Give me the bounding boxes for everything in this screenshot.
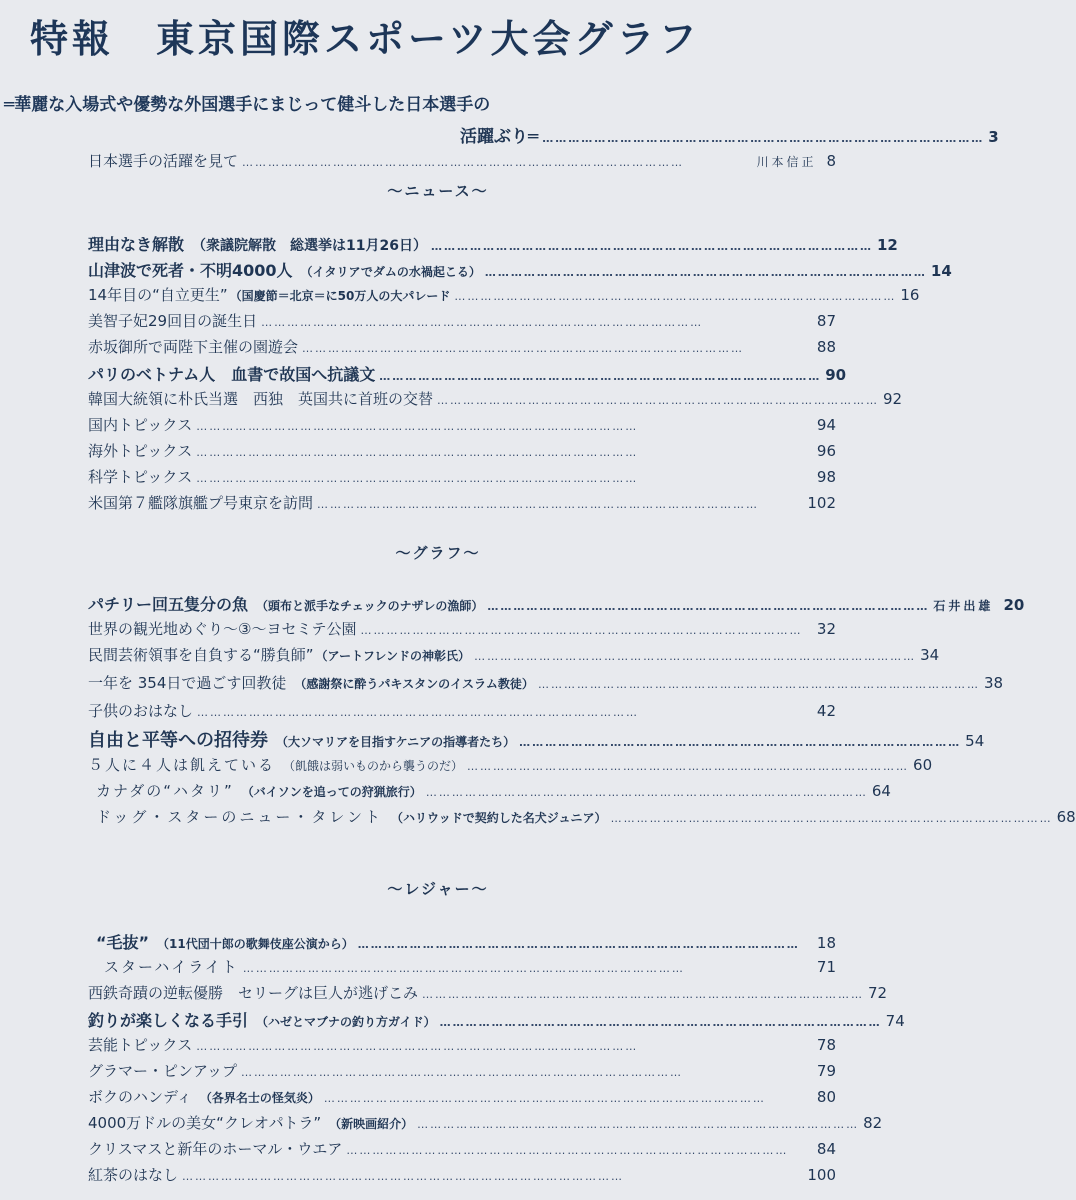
leader-dots: …………………………………………………………………………………………: [317, 498, 760, 511]
toc-entry[interactable]: [88, 388, 903, 409]
page-number: 16: [900, 286, 920, 304]
page-number: 87: [816, 312, 836, 330]
page-number: 68: [1056, 808, 1076, 826]
leader-dots: …………………………………………………………………………………………: [182, 1170, 625, 1183]
toc-entry[interactable]: [88, 726, 985, 752]
entry-note: （アートフレンドの神彰氏）: [315, 649, 471, 663]
entry-title: 日本選手の活躍を見て: [88, 152, 239, 170]
entry-note: （大ソマリアを目指すケニアの指導者たち）: [276, 735, 516, 749]
leader-dots: …………………………………………………………………………………………: [302, 342, 745, 355]
page-number: 80: [816, 1088, 836, 1106]
toc-entry[interactable]: [88, 492, 836, 513]
leader-dots: …………………………………………………………………………………………: [439, 1016, 882, 1029]
leader-dots: …………………………………………………………………………………………: [437, 394, 880, 407]
entry-title: 芸能トピックス: [88, 1036, 193, 1054]
toc-entry[interactable]: [88, 1034, 836, 1055]
entry-title: 理由なき解散: [88, 235, 185, 254]
leader-dots: …………………………………………………………………………………………: [240, 1066, 683, 1079]
entry-title: パリのベトナム人 血書で故国へ抗議文: [88, 365, 376, 384]
toc-entry[interactable]: [88, 1112, 883, 1133]
entry-title: 一年を 354日で過ごす回教徒: [88, 674, 287, 692]
entry-note: （頭布と派手なチェックのナザレの漁師）: [256, 599, 484, 613]
page-number: 98: [816, 468, 836, 486]
page-number: 34: [920, 646, 940, 664]
intro-entry[interactable]: [88, 150, 836, 171]
page-number: 100: [807, 1166, 836, 1184]
entry-note: （ハゼとマブナの釣り方ガイド）: [256, 1015, 436, 1029]
entry-author: 石井出雄: [933, 599, 994, 613]
entry-note: （イタリアでダムの水禍起こる）: [300, 265, 481, 279]
toc-entry[interactable]: [96, 806, 1076, 827]
leader-dots: …………………………………………………………………………………………: [357, 938, 800, 951]
entry-note: （各界名士の怪気炎）: [199, 1091, 320, 1105]
leader-dots: …………………………………………………………………………………………: [430, 240, 873, 253]
leader-dots: …………………………………………………………………………………………: [346, 1144, 789, 1157]
leader-dots: …………………………………………………………………………………………: [196, 1040, 639, 1053]
entry-title: 紅茶のはなし: [88, 1166, 179, 1184]
entry-title: グラマー・ピンアップ: [88, 1062, 237, 1080]
leader-dots: …………………………………………………………………………………………: [242, 962, 685, 975]
page-number: 32: [816, 620, 836, 638]
toc-entry[interactable]: [88, 232, 898, 255]
leader-dots: …………………………………………………………………………………………: [537, 678, 980, 691]
leader-dots: …………………………………………………………………………………………: [422, 988, 865, 1001]
toc-entry[interactable]: [88, 466, 836, 487]
leader-dots: …………………………………………………………………………………………: [323, 1092, 766, 1105]
feature-subtitle-line2: 活躍ぶり═: [460, 127, 539, 147]
leader-dots: …………………………………………………………………………………………: [610, 812, 1053, 825]
entry-note: （衆議院解散 総選挙は11月26日）: [192, 238, 427, 254]
entry-note: （バイソンを追っての狩猟旅行）: [241, 785, 422, 799]
leader-dots: …………………………………………………………………………………………: [425, 786, 868, 799]
page-number: 18: [816, 934, 836, 952]
entry-title: 民間芸術領事を自負する“勝負師”: [88, 646, 314, 664]
page-number: 84: [816, 1140, 836, 1158]
magazine-title: 特報 東京国際スポーツ大会グラフ: [30, 16, 701, 61]
page-number: 42: [816, 702, 836, 720]
entry-title: スターハイライト: [104, 958, 239, 976]
entry-title: 西鉄奇蹟の逆転優勝 セリーグは巨人が逃げこみ: [88, 984, 419, 1002]
toc-entry[interactable]: [88, 618, 836, 639]
entry-title: “毛抜”: [96, 933, 150, 952]
toc-entry[interactable]: [88, 336, 836, 357]
leader-dots: …………………………………………………………………………………………: [360, 624, 803, 637]
page-number: 71: [816, 958, 836, 976]
toc-entry[interactable]: [104, 956, 836, 977]
toc-entry[interactable]: [88, 310, 836, 331]
toc-entry[interactable]: [88, 644, 940, 665]
toc-entry[interactable]: [96, 780, 891, 801]
page-number: 14: [930, 262, 952, 280]
page-number: 79: [816, 1062, 836, 1080]
entry-title: 山津波で死者・不明4000人: [88, 261, 293, 280]
entry-note: （ハリウッドで契約した名犬ジュニア）: [391, 811, 607, 825]
toc-entry[interactable]: [88, 284, 920, 305]
toc-entry[interactable]: [88, 1138, 836, 1159]
leader-dots: …………………………………………………………………………………………: [487, 600, 930, 613]
toc-entry[interactable]: [88, 1086, 836, 1107]
entry-title: ５人に４人は飢えている: [88, 756, 276, 774]
entry-title: 赤坂御所で両陛下主催の園遊会: [88, 338, 299, 356]
leader-dots: …………………………………………………………………………………………: [196, 472, 639, 485]
leader-dots: …………………………………………………………………………………………: [196, 420, 639, 433]
entry-title: 科学トピックス: [88, 468, 193, 486]
entry-title: 海外トピックス: [88, 442, 193, 460]
entry-title: 国内トピックス: [88, 416, 193, 434]
entry-title: クリスマスと新年のホーマル・ウエア: [88, 1140, 343, 1158]
page-number: 88: [816, 338, 836, 356]
entry-note: （国慶節＝北京＝に50万人の大パレード: [229, 289, 451, 303]
entry-title: 米国第７艦隊旗艦プ号東京を訪問: [88, 494, 314, 512]
page-number: 90: [825, 366, 847, 384]
toc-entry[interactable]: [88, 700, 836, 721]
toc-entry[interactable]: [88, 440, 836, 461]
feature-subtitle-line1: ═華麗な入場式や優勢な外国選手にまじって健斗した日本選手の: [4, 95, 491, 115]
entry-title: 4000万ドルの美女“クレオパトラ”: [88, 1114, 322, 1132]
leader-dots: …………………………………………………………………………………………: [474, 650, 917, 663]
page-number: 94: [816, 416, 836, 434]
entry-note: （感謝祭に酔うパキスタンのイスラム教徒）: [294, 677, 534, 691]
entry-title: 韓国大統領に朴氏当選 西独 英国共に首班の交替: [88, 390, 434, 408]
feature-subtitle-line2-row[interactable]: [460, 122, 999, 147]
page-number: 12: [876, 236, 898, 254]
page-number: 78: [816, 1036, 836, 1054]
leader-dots: …………………………………………………………………………………………: [467, 760, 910, 773]
entry-note: （新映画紹介）: [329, 1117, 414, 1131]
page-number: 82: [863, 1114, 883, 1132]
page-number: 96: [816, 442, 836, 460]
leader-dots: …………………………………………………………………………………………: [542, 132, 985, 145]
entry-title: 美智子妃29回目の誕生日: [88, 312, 258, 330]
toc-entry[interactable]: [88, 754, 933, 775]
entry-title: 14年目の“自立更生”: [88, 286, 228, 304]
toc-entry[interactable]: [88, 1008, 905, 1031]
leader-dots: …………………………………………………………………………………………: [261, 316, 704, 329]
page-number: 92: [883, 390, 903, 408]
leader-dots: …………………………………………………………………………………………: [454, 290, 897, 303]
leader-dots: …………………………………………………………………………………………: [197, 706, 640, 719]
leader-dots: …………………………………………………………………………………………: [242, 156, 685, 169]
toc-entry[interactable]: [88, 592, 1025, 615]
page-number: 60: [913, 756, 933, 774]
entry-title: 自由と平等への招待券: [88, 730, 268, 751]
page-number: 20: [1003, 596, 1025, 614]
page-number: 74: [885, 1012, 905, 1030]
toc-entry[interactable]: [88, 414, 836, 435]
page-number: 54: [965, 732, 985, 750]
leader-dots: …………………………………………………………………………………………: [484, 266, 927, 279]
section-heading-graph: ～グラフ～: [395, 544, 481, 562]
page-number: 72: [868, 984, 888, 1002]
leader-dots: …………………………………………………………………………………………: [196, 446, 639, 459]
entry-title: カナダの“ハタリ”: [96, 782, 234, 800]
section-heading-news: ～ニュース～: [387, 182, 489, 200]
page-number: 64: [871, 782, 891, 800]
entry-title: 世界の観光地めぐり～③～ヨセミテ公園: [88, 620, 357, 638]
leader-dots: …………………………………………………………………………………………: [379, 370, 822, 383]
entry-author: 川本信正: [756, 155, 817, 169]
entry-title: パチリー回五隻分の魚: [88, 595, 249, 614]
toc-entry[interactable]: [88, 1060, 836, 1081]
toc-entry[interactable]: [88, 1164, 836, 1185]
page-number: 38: [983, 674, 1004, 692]
toc-entry[interactable]: [88, 258, 952, 281]
toc-entry[interactable]: [88, 672, 1004, 693]
entry-title: 釣りが楽しくなる手引: [88, 1011, 249, 1030]
entry-note: （11代団十郎の歌舞伎座公演から）: [157, 937, 354, 951]
page-number: 3: [988, 128, 999, 146]
page-number: 102: [807, 494, 836, 512]
toc-entry[interactable]: [88, 362, 847, 385]
entry-title: 子供のおはなし: [88, 702, 194, 720]
entry-title: ボクのハンディ: [88, 1088, 192, 1106]
page-number: 8: [826, 152, 836, 170]
toc-entry[interactable]: [88, 982, 888, 1003]
leader-dots: …………………………………………………………………………………………: [519, 736, 962, 749]
toc-entry[interactable]: [96, 930, 836, 953]
entry-title: ドッグ・スターのニュー・タレント: [96, 808, 384, 826]
leader-dots: …………………………………………………………………………………………: [417, 1118, 860, 1131]
entry-note: （飢餓は弱いものから襲うのだ）: [283, 759, 464, 773]
section-heading-leisure: ～レジャー～: [387, 880, 489, 898]
